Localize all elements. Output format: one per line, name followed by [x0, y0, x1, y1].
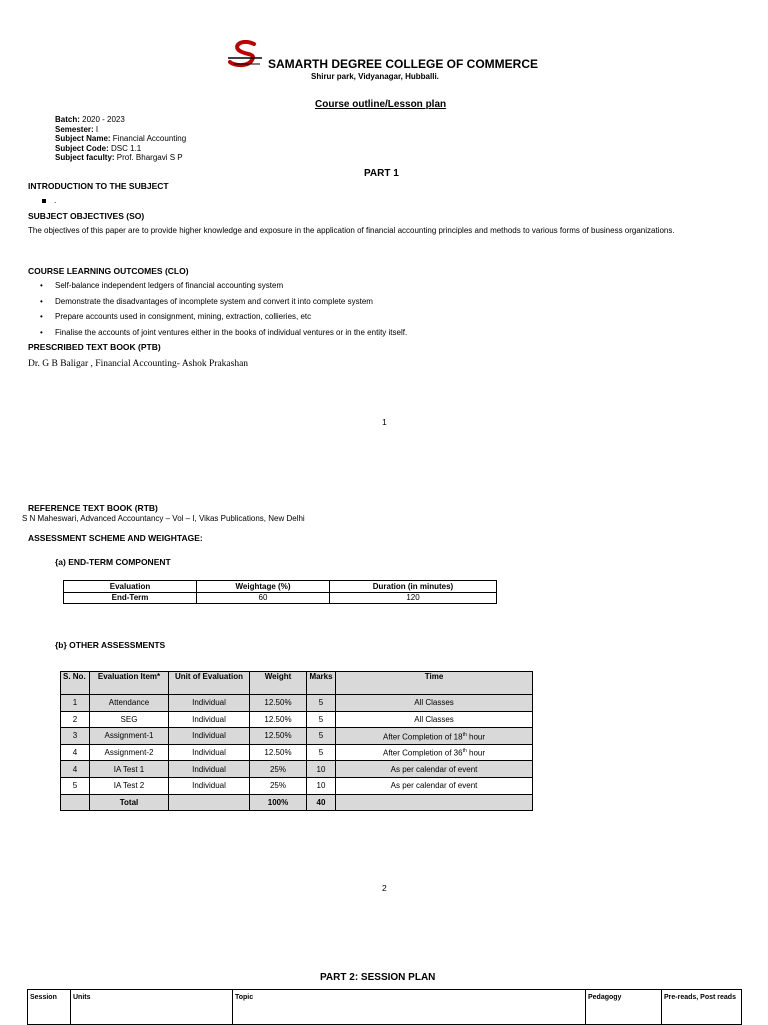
table-cell: 10 [307, 761, 336, 778]
list-item: • Self-balance independent ledgers of financial accounting system [40, 281, 407, 297]
so-heading: SUBJECT OBJECTIVES (SO) [28, 211, 145, 221]
list-item: • Prepare accounts used in consignment, mining, extraction, collieries, etc [40, 312, 407, 328]
table-header-cell: Pre-reads, Post reads [662, 990, 742, 1025]
table-cell: End-Term [64, 593, 197, 604]
table-cell: 4 [61, 761, 90, 778]
session-plan-table [27, 989, 742, 1025]
table-row [61, 695, 533, 712]
rtb-text: S N Maheswari, Advanced Accountancy – Vol – I, Vikas Publications, New Delhi [22, 514, 305, 523]
table-cell: 5 [307, 711, 336, 728]
table-header-cell: Weightage (%) [197, 581, 330, 593]
table-cell: 12.50% [250, 695, 307, 712]
table-cell: 12.50% [250, 728, 307, 745]
table-cell: Individual [169, 744, 250, 761]
table-cell: Total [90, 794, 169, 811]
part1-title: PART 1 [364, 168, 399, 179]
table-cell: 25% [250, 777, 307, 794]
part2-title: PART 2: SESSION PLAN [320, 972, 436, 983]
table-cell: 4 [61, 744, 90, 761]
clo-list [40, 281, 407, 343]
end-term-heading: {a) END-TERM COMPONENT [55, 557, 171, 567]
intro-heading: INTRODUCTION TO THE SUBJECT [28, 181, 169, 191]
table-header-row [64, 581, 497, 593]
table-cell [169, 794, 250, 811]
table-cell: 25% [250, 761, 307, 778]
meta-subject-code: Subject Code: DSC 1.1 [55, 143, 142, 153]
table-cell: IA Test 2 [90, 777, 169, 794]
college-address: Shirur park, Vidyanagar, Hubballi. [311, 72, 439, 81]
table-row [61, 711, 533, 728]
table-header-cell: Pedagogy [586, 990, 662, 1025]
table-row [64, 593, 497, 604]
table-header-row [61, 672, 533, 695]
table-cell: As per calendar of event [336, 761, 533, 778]
ptb-text: Dr. G B Baligar , Financial Accounting- Ashok Prakashan [28, 359, 249, 369]
meta-semester: Semester: I [55, 124, 99, 134]
meta-subject-name: Subject Name: Financial Accounting [55, 134, 187, 144]
table-cell: 5 [307, 728, 336, 745]
table-cell: 5 [307, 695, 336, 712]
table-cell: Individual [169, 777, 250, 794]
rtb-heading: REFERENCE TEXT BOOK (RTB) [28, 503, 158, 513]
table-cell: 12.50% [250, 744, 307, 761]
table-header-cell: Evaluation Item* [90, 672, 169, 695]
table-row [61, 777, 533, 794]
table-cell: IA Test 1 [90, 761, 169, 778]
so-paragraph: The objectives of this paper are to provide higher knowledge and exposure in the application of financial accounting principles and methods to various forms of business organizations. [28, 226, 675, 235]
table-row [61, 761, 533, 778]
table-cell: Assignment-2 [90, 744, 169, 761]
table-cell: After Completion of 18th hour [336, 728, 533, 745]
table-cell: Attendance [90, 695, 169, 712]
college-logo [226, 40, 266, 70]
table-header-cell: Session [28, 990, 71, 1025]
table-cell: After Completion of 36th hour [336, 744, 533, 761]
end-term-table [63, 580, 497, 604]
table-cell: 60 [197, 593, 330, 604]
table-header-cell: Topic [233, 990, 586, 1025]
table-header-cell: Unit of Evaluation [169, 672, 250, 695]
list-item: • Finalise the accounts of joint ventures either in the books of individual ventures or in the entity itself. [40, 328, 407, 344]
table-cell: 40 [307, 794, 336, 811]
ptb-heading: PRESCRIBED TEXT BOOK (PTB) [28, 342, 161, 352]
table-cell [61, 794, 90, 811]
table-cell: As per calendar of event [336, 777, 533, 794]
assessment-heading: ASSESSMENT SCHEME AND WEIGHTAGE: [28, 533, 203, 543]
table-header-cell: Marks [307, 672, 336, 695]
table-cell: 10 [307, 777, 336, 794]
table-cell: 1 [61, 695, 90, 712]
table-cell: SEG [90, 711, 169, 728]
table-row [61, 744, 533, 761]
list-item: • Demonstrate the disadvantages of incomplete system and convert it into complete system [40, 297, 407, 313]
square-bullet-icon [42, 199, 46, 203]
table-cell: 5 [61, 777, 90, 794]
intro-bullet-text: . [54, 195, 57, 205]
page-number: 2 [382, 883, 387, 893]
table-cell: 3 [61, 728, 90, 745]
table-total-row [61, 794, 533, 811]
table-row [61, 728, 533, 745]
table-header-cell: S. No. [61, 672, 90, 695]
document-title: Course outline/Lesson plan [315, 99, 447, 110]
other-assessments-table [60, 671, 533, 811]
table-header-row [28, 990, 742, 1025]
table-cell: Individual [169, 761, 250, 778]
table-cell: Individual [169, 711, 250, 728]
table-cell: All Classes [336, 695, 533, 712]
table-header-cell: Units [71, 990, 233, 1025]
table-cell: 5 [307, 744, 336, 761]
table-header-cell: Evaluation [64, 581, 197, 593]
table-cell: 2 [61, 711, 90, 728]
meta-subject-faculty: Subject faculty: Prof. Bhargavi S P [55, 153, 183, 163]
table-cell: 12.50% [250, 711, 307, 728]
table-cell [336, 794, 533, 811]
table-header-cell: Duration (in minutes) [330, 581, 497, 593]
page-number: 1 [382, 417, 387, 427]
table-cell: Individual [169, 728, 250, 745]
course-meta [55, 115, 186, 163]
table-cell: Assignment-1 [90, 728, 169, 745]
other-assessments-heading: {b} OTHER ASSESSMENTS [55, 640, 166, 650]
table-cell: All Classes [336, 711, 533, 728]
table-cell: 100% [250, 794, 307, 811]
table-cell: Individual [169, 695, 250, 712]
table-header-cell: Time [336, 672, 533, 695]
college-name: SAMARTH DEGREE COLLEGE OF COMMERCE [268, 57, 539, 71]
meta-batch: Batch: 2020 - 2023 [55, 115, 125, 124]
clo-heading: COURSE LEARNING OUTCOMES (CLO) [28, 266, 189, 276]
table-cell: 120 [330, 593, 497, 604]
table-header-cell: Weight [250, 672, 307, 695]
